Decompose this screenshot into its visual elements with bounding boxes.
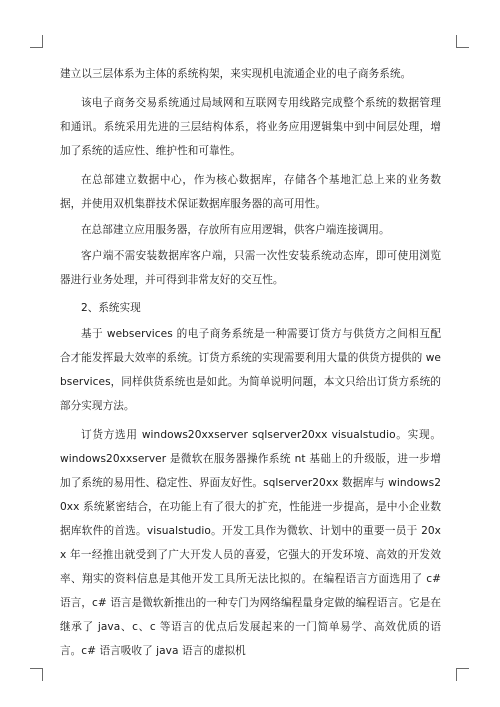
crop-mark-top-right [456, 35, 469, 48]
crop-mark-top-left [30, 35, 43, 48]
paragraph-app-server: 在总部建立应用服务器，存放所有应用逻辑，供客户端连接调用。 [81, 224, 390, 236]
paragraph-ordering-platform: 订货方选用 windows20xxserver sqlserver20xx visualstudio。实现。windows20xxserver 是微软在服务器操作系统 nt 基础上的升级版，进一步增加了系统的易用性、稳定性、界面友好性。sqlserver20xx 数据库与 windows20xx 系统紧密结合，在功能上有了很大的扩充，性能进一步提高，是中小企业数据库软件的首选。visualstudio。开发工具作为微软、计划中的重要一员于 20xx 年一经推出就受到了广大开发人员的喜爱，它强大的开发环境、高效的开发效率、翔实的资料信息是其他开发工具所无法比拟的。在编程语言方面选用了 c# 语言，c# 语言是微软新推出的一种专门为网络编程量身定做的编程语言。它是在继承了 java、c、c 等语言的优点后发展起来的一门简单易学、高效优质的语言。c# 语言吸收了 java 语言的虚拟机 [60, 429, 441, 657]
document-body [60, 62, 441, 663]
paragraph-network-three-tier: 该电子商务交易系统通过局域网和互联网专用线路完成整个系统的数据管理和通讯。系统采用先进的三层结构体系，将业务应用逻辑集中到中间层处理，增加了系统的适应性、维护性和可靠性。 [60, 97, 441, 157]
paragraph-architecture-intro: 建立以三层体系为主体的系统构架，来实现机电流通企业的电子商务系统。 [60, 68, 412, 80]
paragraph-data-center: 在总部建立数据中心，作为核心数据库，存储各个基地汇总上来的业务数据，并使用双机集群技术保证数据库服务器的高可用性。 [60, 174, 441, 210]
paragraph-webservices: 基于 webservices 的电子商务系统是一种需要订货方与供货方之间相互配合才能发挥最大效率的系统。订货方系统的实现需要利用大量的供货方提供的 webservices，同样供货系统也是如此。为简单说明问题，本文只给出订货方系统的部分实现方法。 [60, 328, 441, 412]
crop-mark-bottom-right [456, 668, 469, 681]
section-heading-system-implementation: 2、系统实现 [81, 302, 141, 314]
paragraph-client: 客户端不需安装数据库客户端，只需一次性安装系统动态库，即可使用浏览器进行业务处理，并可得到非常友好的交互性。 [60, 250, 441, 286]
crop-mark-bottom-left [30, 668, 43, 681]
